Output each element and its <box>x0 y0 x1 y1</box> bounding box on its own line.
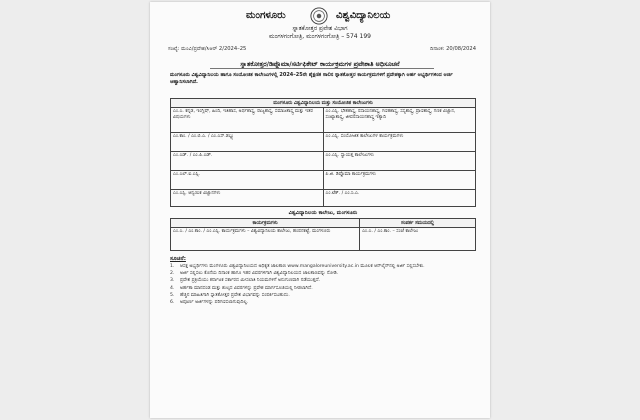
note-text: ಆಸಕ್ತ ಅಭ್ಯರ್ಥಿಗಳು ಮಂಗಳೂರು ವಿಶ್ವವಿದ್ಯಾನಿಲಯದ ಅಧಿಕೃತ ಜಾಲತಾಣ www.mangaloreuniversity.ac.in ಮೂಲಕ ಆನ್‌ಲೈನ್‌ನಲ್ಲಿ ಅರ್ಜಿ ಸಲ್ಲಿಸಬೇಕು. <box>180 264 425 269</box>
table-cell: ಪಿ.ಜಿ. ಡಿಪ್ಲೊಮಾ ಕಾರ್ಯಕ್ರಮಗಳು <box>325 172 376 177</box>
letterhead <box>150 2 490 54</box>
table-cell: ಎಂ.ಎಸ್ಸಿ. ಭೌತಶಾಸ್ತ್ರ, ರಸಾಯನಶಾಸ್ತ್ರ, ಗಣಿತಶಾಸ್ತ್ರ, ಸಸ್ಯಶಾಸ್ತ್ರ, ಪ್ರಾಣಿಶಾಸ್ತ್ರ, ಗಣಕ ವಿಜ್ಞಾನ, ಸಂಖ್ಯಾಶಾಸ್ತ್ರ, ಜೀವರಸಾಯನಶಾಸ್ತ್ರ ಇತ್ಯಾದಿ <box>325 109 456 120</box>
programmes-table <box>170 98 476 207</box>
note-item <box>170 286 474 292</box>
table-cell: ಎಂ.ಕಾಂ. / ಎಂ.ಬಿ.ಎ. / ಎಂ.ಎಸ್.ಡಬ್ಲ್ಯು <box>173 134 235 139</box>
note-number: 2. <box>170 271 175 277</box>
table-cell: ಎಂ.ಎ. ಕನ್ನಡ, ಇಂಗ್ಲಿಷ್, ಹಿಂದಿ, ಇತಿಹಾಸ, ಅರ್ಥಶಾಸ್ತ್ರ, ರಾಜ್ಯಶಾಸ್ತ್ರ, ಸಮಾಜಶಾಸ್ತ್ರ ಮತ್ತು ಇತರ ವಿಷಯಗಳು <box>173 109 313 120</box>
section2-title: ವಿಶ್ವವಿದ್ಯಾನಿಲಯ ಕಾಲೇಜು, ಮಂಗಳೂರು <box>288 210 358 216</box>
university-name-right: ವಿಶ್ವವಿದ್ಯಾನಿಲಯ <box>336 10 391 21</box>
table-cell: ಎಂ.ಎಸ್ಸಿ. ಸಂಯೋಜಿತ ಕಾಲೇಜುಗಳ ಕಾರ್ಯಕ್ರಮಗಳು <box>325 134 404 139</box>
university-address: ಮಂಗಳಗಂಗೋತ್ರಿ, ಮಂಗಳಗಂಗೋತ್ರಿ – 574 199 <box>269 33 371 40</box>
table-row <box>171 228 476 251</box>
college-table <box>170 218 476 251</box>
note-item <box>170 293 474 299</box>
table-row <box>171 171 476 190</box>
table-cell: ಎಂ.ಎ. / ಎಂ.ಕಾಂ. / ಎಂ.ಎಸ್ಸಿ. ಕಾರ್ಯಕ್ರಮಗಳು – ವಿಶ್ವವಿದ್ಯಾನಿಲಯ ಕಾಲೇಜು, ಹಂಪನಕಟ್ಟೆ, ಮಂಗಳೂರು <box>173 229 331 234</box>
note-number: 4. <box>170 285 175 291</box>
note-text: ಅರ್ಹತಾ ಮಾನದಂಡ ಮತ್ತು ಶುಲ್ಕದ ವಿವರಗಳನ್ನು ಪ್ರವೇಶ ಮಾರ್ಗಸೂಚಿಯಲ್ಲಿ ನೀಡಲಾಗಿದೆ. <box>180 285 313 291</box>
table-cell: ಎಂ.ಎಡ್. / ಎಂ.ಪಿ.ಎಡ್. <box>173 153 213 158</box>
note-number: 6. <box>170 300 175 306</box>
programmes-table-header: ಮಂಗಳೂರು ವಿಶ್ವವಿದ್ಯಾನಿಲಯ ಮತ್ತು ಸಂಯೋಜಿತ ಕಾಲೇಜುಗಳು <box>171 99 476 108</box>
table-cell: ಎಂ.ಟೆಕ್. / ಎಂ.ಸಿ.ಎ. <box>325 191 360 196</box>
note-text: ಪ್ರವೇಶ ಪ್ರಕ್ರಿಯೆಯು ಕರ್ನಾಟಕ ಸರ್ಕಾರದ ಮೀಸಲಾತಿ ನಿಯಮಗಳಿಗೆ ಅನುಗುಣವಾಗಿ ನಡೆಯುತ್ತದೆ. <box>180 278 321 284</box>
table-row <box>171 108 476 133</box>
note-number: 3. <box>170 278 175 284</box>
department-name: ಸ್ನಾತಕೋತ್ತರ ಪ್ರವೇಶ ವಿಭಾಗ <box>292 25 348 32</box>
table-row <box>171 133 476 152</box>
table-cell: ಎಂ.ಎ. / ಎಂ.ಕಾಂ. – ಸಂಜೆ ಕಾಲೇಜು <box>362 229 419 234</box>
notes-heading: ಸೂಚನೆ: <box>170 256 186 262</box>
reference-number: ಸಂಖ್ಯೆ: ಮಂವಿ/ಪ್ರವೇಶ/ಸಿಆರ್ 2/2024–25 <box>168 46 247 52</box>
table-cell: ಎಂ.ಎಸ್ಸಿ. ಆನ್ವಯಿಕ ವಿಜ್ಞಾನಗಳು <box>173 191 221 196</box>
notes-list <box>170 264 474 307</box>
title-underline <box>210 68 434 69</box>
note-number: 1. <box>170 264 175 269</box>
table-row <box>171 152 476 171</box>
table-row <box>171 190 476 207</box>
note-text: ಅರ್ಜಿ ಸಲ್ಲಿಸಲು ಕೊನೆಯ ದಿನಾಂಕ ಹಾಗೂ ಇತರ ವಿವರಗಳಿಗಾಗಿ ವಿಶ್ವವಿದ್ಯಾನಿಲಯದ ಜಾಲತಾಣವನ್ನು ನೋಡಿ. <box>180 271 339 277</box>
notice-title: ಸ್ನಾತಕೋತ್ತರ/ಡಿಪ್ಲೊಮಾ/ಸರ್ಟಿಫಿಕೇಟ್ ಕಾರ್ಯಕ್ರಮಗಳ ಪ್ರವೇಶಾತಿ ಅಧಿಸೂಚನೆ <box>240 60 400 68</box>
note-item <box>170 264 474 270</box>
note-item <box>170 271 474 277</box>
university-name-left: ಮಂಗಳೂರು <box>246 10 286 21</box>
note-text: ಹೆಚ್ಚಿನ ಮಾಹಿತಿಗಾಗಿ ಸ್ನಾತಕೋತ್ತರ ಪ್ರವೇಶ ವಿಭಾಗವನ್ನು ಸಂಪರ್ಕಿಸಬಹುದು. <box>180 292 290 298</box>
college-table-left-header: ಕಾರ್ಯಕ್ರಮಗಳು <box>171 219 360 228</box>
table-cell: ಎಂ.ಎಲ್.ಐ.ಎಸ್ಸಿ. <box>173 172 201 177</box>
university-seal-icon <box>310 7 328 25</box>
document-page <box>150 2 490 418</box>
college-table-right-header: ಸಂಪರ್ಕ ಸಮಯದಲ್ಲಿ <box>360 219 476 228</box>
note-item <box>170 300 474 306</box>
notice-date: ದಿನಾಂಕ: 20/08/2024 <box>430 46 476 52</box>
note-item <box>170 278 474 284</box>
intro-paragraph: ಮಂಗಳೂರು ವಿಶ್ವವಿದ್ಯಾನಿಲಯ ಹಾಗೂ ಸಂಯೋಜಿತ ಕಾಲೇಜುಗಳಲ್ಲಿ 2024–25ನೇ ಶೈಕ್ಷಣಿಕ ಸಾಲಿನ ಸ್ನಾತಕೋತ್ತರ ಕಾರ್ಯಕ್ರಮಗಳಿಗೆ ಪ್ರವೇಶಕ್ಕಾಗಿ ಅರ್ಹ ಅಭ್ಯರ್ಥಿಗಳಿಂದ ಅರ್ಜಿ ಆಹ್ವಾನಿಸಲಾಗಿದೆ. <box>170 72 453 85</box>
table-cell: ಎಂ.ಎಸ್ಸಿ. ಸ್ವಾಯತ್ತ ಕಾಲೇಜುಗಳು <box>325 153 374 158</box>
reference-line <box>168 46 476 53</box>
note-number: 5. <box>170 292 175 298</box>
note-text: ಅಪೂರ್ಣ ಅರ್ಜಿಗಳನ್ನು ಪರಿಗಣಿಸಲಾಗುವುದಿಲ್ಲ. <box>180 300 249 306</box>
